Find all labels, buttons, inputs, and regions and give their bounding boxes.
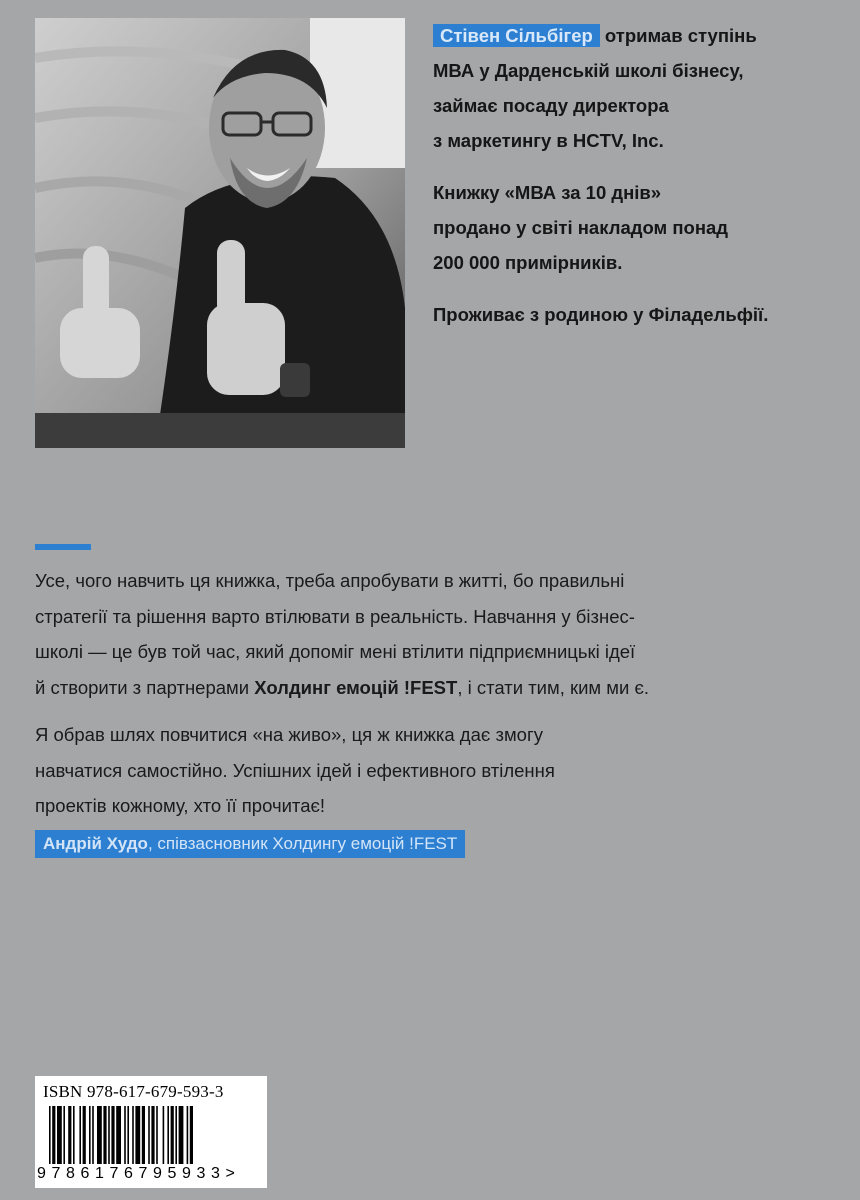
author-bio (433, 18, 833, 349)
bio-line: Книжку «МВА за 10 днів» (433, 182, 662, 203)
barcode-bar (171, 1106, 174, 1164)
barcode-bar (148, 1106, 150, 1164)
bio-line: МВА у Дарденській школі бізнесу, (433, 60, 744, 81)
barcode-bar (49, 1106, 51, 1164)
barcode-bar (111, 1106, 114, 1164)
barcode-bar (135, 1106, 140, 1164)
barcode-marker: > (225, 1165, 241, 1182)
bio-line: 200 000 примірників. (433, 252, 623, 273)
barcode-digits (37, 1164, 240, 1184)
barcode-bar (167, 1106, 169, 1164)
bio-paragraph-2 (433, 175, 833, 280)
bio-line: займає посаду директора (433, 95, 669, 116)
quote-paragraph-2 (35, 717, 815, 824)
bio-line-text: отримав ступінь (604, 25, 757, 46)
quote-paragraph-1 (35, 563, 815, 705)
bio-paragraph-1 (433, 18, 833, 158)
quote-line: Усе, чого навчить ця книжка, треба апробувати в житті, бо правильні (35, 570, 625, 591)
bio-line: продано у світі накладом понад (433, 217, 729, 238)
isbn-number: ISBN 978-617-679-593-3 (43, 1082, 224, 1101)
barcode-bar (97, 1106, 102, 1164)
bio-line: з маркетингу в HCTV, Inc. (433, 130, 664, 151)
barcode-bar (187, 1106, 189, 1164)
barcode-bar (83, 1106, 86, 1164)
barcode-bar (79, 1106, 81, 1164)
isbn-barcode (35, 1076, 267, 1188)
barcode-bar (92, 1106, 94, 1164)
author-name-highlight: Стівен Сільбігер (433, 24, 600, 47)
barcode-bar (190, 1106, 193, 1164)
company-name: Холдинг емоцій !FEST (254, 676, 458, 698)
author-photo-illustration (35, 18, 405, 448)
quote-line: стратегії та рішення варто втілювати в реальність. Навчання у бізнес- (35, 605, 635, 627)
barcode-bar (124, 1106, 126, 1164)
barcode-bar (116, 1106, 121, 1164)
quote-line (35, 670, 815, 706)
barcode-bar (63, 1106, 65, 1164)
barcode-bar (142, 1106, 145, 1164)
barcode-bar (89, 1106, 91, 1164)
barcode-digit-string: 9786176795933 (37, 1165, 226, 1182)
barcode-bar (132, 1106, 134, 1164)
barcode-bar (151, 1106, 154, 1164)
barcode-bar (103, 1106, 106, 1164)
barcode-bar (163, 1106, 165, 1164)
barcode-bar (68, 1106, 71, 1164)
endorsement-quote (35, 563, 815, 836)
bio-paragraph-3 (433, 297, 833, 332)
quote-line: проектів кожному, хто її прочитає! (35, 795, 326, 816)
barcode-bars (35, 1106, 267, 1168)
attribution-name: Андрій Худо (43, 834, 148, 853)
barcode-bar (108, 1106, 110, 1164)
author-photo (35, 18, 405, 448)
barcode-bar (175, 1106, 177, 1164)
barcode-bar (127, 1106, 129, 1164)
quote-attribution (35, 830, 465, 858)
quote-line: школі — це був той час, який допоміг мені втілити підприємницькі ідеї (35, 641, 636, 662)
barcode-bar (156, 1106, 158, 1164)
quote-line-start: й створити з партнерами (35, 676, 255, 698)
barcode-bar (73, 1106, 75, 1164)
barcode-bar (52, 1106, 55, 1164)
attribution-role: , співзасновник Холдингу емоцій !FEST (147, 834, 458, 853)
quote-line-end: , і стати тим, ким ми є. (457, 676, 650, 698)
quote-line: навчатися самостійно. Успішних ідей і ефективного втілення (35, 759, 555, 781)
barcode-bar (179, 1106, 184, 1164)
barcode-bar (57, 1106, 62, 1164)
quote-line: Я обрав шлях повчитися «на живо», ця ж книжка дає змогу (35, 724, 543, 745)
bio-line: Проживає з родиною у Філадельфії. (433, 304, 769, 325)
accent-divider (35, 544, 91, 550)
bio-line (433, 18, 833, 53)
